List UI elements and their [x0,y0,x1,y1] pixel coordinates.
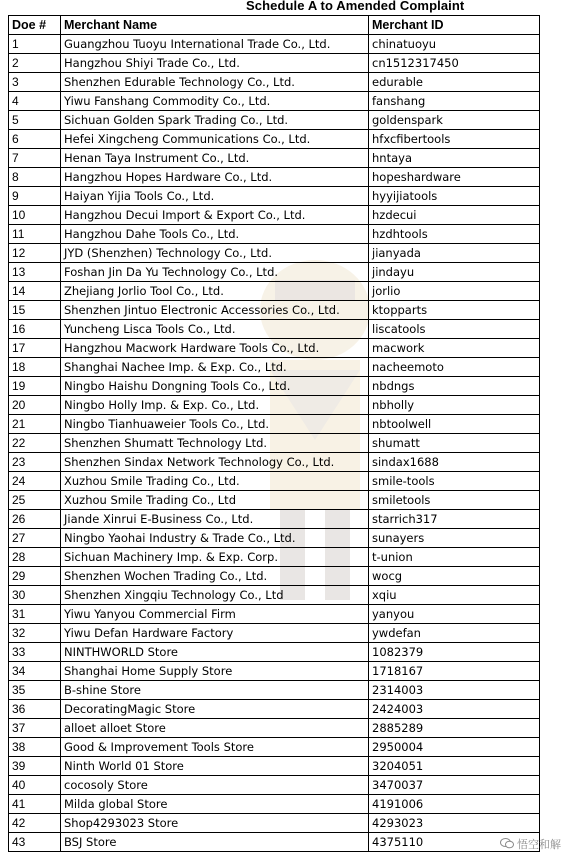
cell-doe-number: 36 [9,700,61,719]
cell-merchant-id: hzdhtools [369,225,540,244]
cell-merchant-name: Yiwu Defan Hardware Factory [61,624,369,643]
cell-merchant-name: Ningbo Yaohai Industry & Trade Co., Ltd. [61,529,369,548]
cell-doe-number: 34 [9,662,61,681]
cell-merchant-name: Shenzhen Sindax Network Technology Co., Ltd. [61,453,369,472]
cell-merchant-id: liscatools [369,320,540,339]
table-header-row [9,16,540,35]
table-row [9,643,540,662]
table-row [9,548,540,567]
cell-merchant-id: fanshang [369,92,540,111]
table-row [9,605,540,624]
cell-merchant-id: hfxcfibertools [369,130,540,149]
cell-merchant-name: Zhejiang Jorlio Tool Co., Ltd. [61,282,369,301]
cell-merchant-id: hyyijiatools [369,187,540,206]
cell-merchant-id: shumatt [369,434,540,453]
cell-doe-number: 2 [9,54,61,73]
table-row [9,111,540,130]
table-row [9,282,540,301]
cell-merchant-id: 2314003 [369,681,540,700]
cell-merchant-name: Shanghai Home Supply Store [61,662,369,681]
table-row [9,814,540,833]
cell-merchant-name: B-shine Store [61,681,369,700]
cell-merchant-name: Sichuan Golden Spark Trading Co., Ltd. [61,111,369,130]
table-row [9,757,540,776]
cell-doe-number: 18 [9,358,61,377]
cell-merchant-id: chinatuoyu [369,35,540,54]
table-row [9,206,540,225]
cell-merchant-id: 3470037 [369,776,540,795]
cell-merchant-name: Hangzhou Macwork Hardware Tools Co., Ltd. [61,339,369,358]
cell-doe-number: 29 [9,567,61,586]
cell-doe-number: 33 [9,643,61,662]
table-row [9,415,540,434]
cell-merchant-id: macwork [369,339,540,358]
cell-merchant-id: 4375110 [369,833,540,852]
cell-doe-number: 20 [9,396,61,415]
table-row [9,225,540,244]
cell-merchant-name: Henan Taya Instrument Co., Ltd. [61,149,369,168]
cell-merchant-id: edurable [369,73,540,92]
cell-merchant-id: hzdecui [369,206,540,225]
cell-merchant-id: starrich317 [369,510,540,529]
table-row [9,586,540,605]
cell-doe-number: 5 [9,111,61,130]
cell-merchant-name: Guangzhou Tuoyu International Trade Co., Ltd. [61,35,369,54]
cell-doe-number: 13 [9,263,61,282]
cell-merchant-id: sunayers [369,529,540,548]
cell-doe-number: 42 [9,814,61,833]
cell-merchant-name: Yuncheng Lisca Tools Co., Ltd. [61,320,369,339]
cell-merchant-id: hntaya [369,149,540,168]
header-merchant-name: Merchant Name [61,16,369,35]
cell-merchant-id: xqiu [369,586,540,605]
cell-doe-number: 31 [9,605,61,624]
cell-merchant-id: yanyou [369,605,540,624]
table-row [9,130,540,149]
cell-merchant-name: Hangzhou Shiyi Trade Co., Ltd. [61,54,369,73]
cell-merchant-id: cn1512317450 [369,54,540,73]
table-row [9,491,540,510]
cell-doe-number: 7 [9,149,61,168]
table-row [9,320,540,339]
cell-merchant-id: 1718167 [369,662,540,681]
cell-doe-number: 11 [9,225,61,244]
table-row [9,567,540,586]
cell-merchant-name: Hangzhou Hopes Hardware Co., Ltd. [61,168,369,187]
cell-doe-number: 19 [9,377,61,396]
cell-doe-number: 39 [9,757,61,776]
cell-merchant-name: Shenzhen Jintuo Electronic Accessories Co., Ltd. [61,301,369,320]
cell-doe-number: 15 [9,301,61,320]
cell-merchant-name: Hangzhou Decui Import & Export Co., Ltd. [61,206,369,225]
cell-merchant-id: ywdefan [369,624,540,643]
table-row [9,529,540,548]
cell-doe-number: 30 [9,586,61,605]
table-row [9,301,540,320]
cell-merchant-id: nbholly [369,396,540,415]
cell-merchant-name: Jiande Xinrui E-Business Co., Ltd. [61,510,369,529]
cell-merchant-id: 1082379 [369,643,540,662]
table-row [9,738,540,757]
cell-merchant-id: wocg [369,567,540,586]
cell-merchant-id: nacheemoto [369,358,540,377]
cell-doe-number: 3 [9,73,61,92]
cell-merchant-id: hopeshardware [369,168,540,187]
cell-merchant-id: jindayu [369,263,540,282]
cell-merchant-name: Xuzhou Smile Trading Co., Ltd [61,491,369,510]
cell-doe-number: 17 [9,339,61,358]
table-row [9,244,540,263]
table-row [9,187,540,206]
table-row [9,681,540,700]
cell-merchant-name: NINTHWORLD Store [61,643,369,662]
wechat-watermark [500,836,561,852]
cell-merchant-name: Yiwu Fanshang Commodity Co., Ltd. [61,92,369,111]
cell-merchant-name: Hefei Xingcheng Communications Co., Ltd. [61,130,369,149]
table-row [9,776,540,795]
cell-merchant-name: Good & Improvement Tools Store [61,738,369,757]
table-row [9,149,540,168]
cell-merchant-name: Milda global Store [61,795,369,814]
wechat-icon [500,838,514,849]
cell-merchant-name: Hangzhou Dahe Tools Co., Ltd. [61,225,369,244]
cell-merchant-name: Foshan Jin Da Yu Technology Co., Ltd. [61,263,369,282]
cell-merchant-id: jianyada [369,244,540,263]
cell-merchant-name: Sichuan Machinery Imp. & Exp. Corp. [61,548,369,567]
cell-merchant-name: Shenzhen Wochen Trading Co., Ltd. [61,567,369,586]
cell-doe-number: 1 [9,35,61,54]
cell-merchant-id: goldenspark [369,111,540,130]
cell-doe-number: 27 [9,529,61,548]
watermark-text: 悟空和解 [517,838,561,851]
cell-merchant-name: Haiyan Yijia Tools Co., Ltd. [61,187,369,206]
table-row [9,396,540,415]
cell-merchant-name: Shanghai Nachee Imp. & Exp. Co., Ltd. [61,358,369,377]
cell-merchant-name: Shenzhen Xingqiu Technology Co., Ltd [61,586,369,605]
table-row [9,54,540,73]
cell-doe-number: 26 [9,510,61,529]
cell-doe-number: 21 [9,415,61,434]
cell-merchant-name: Ninth World 01 Store [61,757,369,776]
table-row [9,795,540,814]
merchant-table [8,15,540,852]
cell-merchant-name: JYD (Shenzhen) Technology Co., Ltd. [61,244,369,263]
table-row [9,434,540,453]
cell-merchant-id: ktopparts [369,301,540,320]
cell-doe-number: 38 [9,738,61,757]
cell-merchant-name: Xuzhou Smile Trading Co., Ltd. [61,472,369,491]
cell-merchant-id: 4191006 [369,795,540,814]
table-row [9,339,540,358]
cell-doe-number: 16 [9,320,61,339]
table-row [9,168,540,187]
cell-merchant-id: 2950004 [369,738,540,757]
cell-doe-number: 25 [9,491,61,510]
cell-doe-number: 32 [9,624,61,643]
cell-doe-number: 41 [9,795,61,814]
header-merchant-id: Merchant ID [369,16,540,35]
cell-merchant-name: Ningbo Haishu Dongning Tools Co., Ltd. [61,377,369,396]
cell-merchant-name: BSJ Store [61,833,369,852]
cell-doe-number: 8 [9,168,61,187]
table-row [9,833,540,852]
document-title: Schedule A to Amended Complaint [246,0,465,13]
cell-doe-number: 9 [9,187,61,206]
cell-merchant-id: smile-tools [369,472,540,491]
cell-doe-number: 22 [9,434,61,453]
table-row [9,35,540,54]
cell-merchant-name: Ningbo Holly Imp. & Exp. Co., Ltd. [61,396,369,415]
table-row [9,700,540,719]
cell-doe-number: 12 [9,244,61,263]
cell-merchant-id: 2424003 [369,700,540,719]
cell-merchant-id: jorlio [369,282,540,301]
table-row [9,73,540,92]
table-row [9,377,540,396]
cell-doe-number: 43 [9,833,61,852]
cell-merchant-id: t-union [369,548,540,567]
cell-doe-number: 6 [9,130,61,149]
table-row [9,624,540,643]
table-row [9,719,540,738]
table-row [9,263,540,282]
cell-merchant-id: 4293023 [369,814,540,833]
table-row [9,472,540,491]
cell-merchant-id: sindax1688 [369,453,540,472]
cell-merchant-id: smiletools [369,491,540,510]
cell-doe-number: 14 [9,282,61,301]
cell-merchant-id: 2885289 [369,719,540,738]
cell-doe-number: 35 [9,681,61,700]
table-row [9,358,540,377]
table-row [9,92,540,111]
table-row [9,662,540,681]
cell-doe-number: 24 [9,472,61,491]
cell-merchant-id: nbtoolwell [369,415,540,434]
cell-merchant-id: nbdngs [369,377,540,396]
cell-merchant-name: Shenzhen Edurable Technology Co., Ltd. [61,73,369,92]
cell-doe-number: 40 [9,776,61,795]
cell-merchant-name: cocosoly Store [61,776,369,795]
header-doe: Doe # [9,16,61,35]
table-row [9,510,540,529]
cell-merchant-name: alloet alloet Store [61,719,369,738]
cell-merchant-name: Ningbo Tianhuaweier Tools Co., Ltd. [61,415,369,434]
cell-merchant-name: Shenzhen Shumatt Technology Ltd. [61,434,369,453]
cell-merchant-name: Shop4293023 Store [61,814,369,833]
cell-doe-number: 23 [9,453,61,472]
cell-doe-number: 28 [9,548,61,567]
cell-doe-number: 4 [9,92,61,111]
cell-doe-number: 37 [9,719,61,738]
cell-merchant-id: 3204051 [369,757,540,776]
table-row [9,453,540,472]
cell-merchant-name: DecoratingMagic Store [61,700,369,719]
cell-merchant-name: Yiwu Yanyou Commercial Firm [61,605,369,624]
cell-doe-number: 10 [9,206,61,225]
